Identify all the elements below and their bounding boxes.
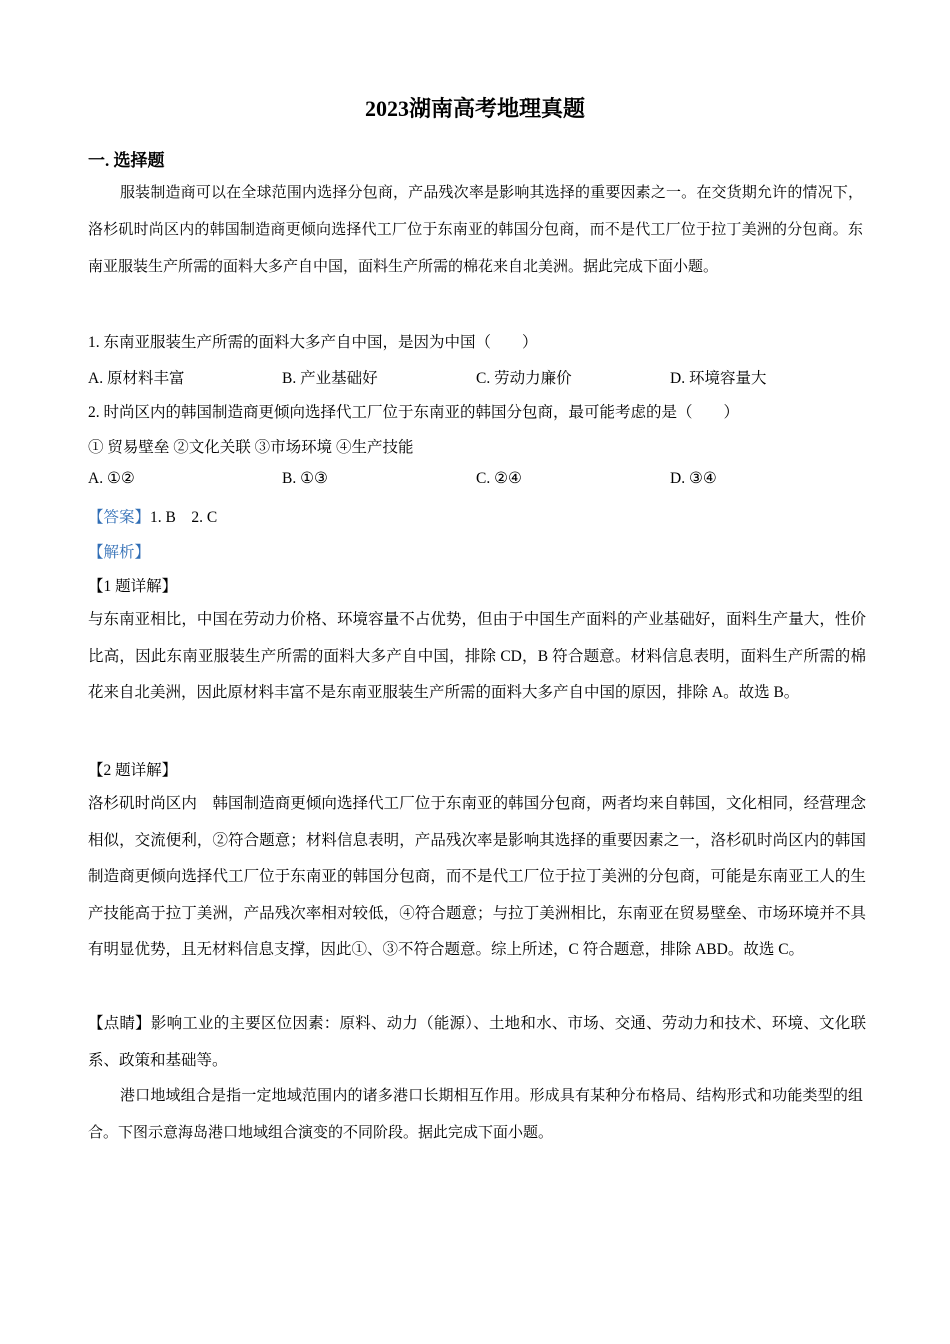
- question-1-option-d: D. 环境容量大: [670, 370, 767, 387]
- question-1-stem: 1. 东南亚服装生产所需的面料大多产自中国，是因为中国（ ）: [88, 334, 538, 351]
- question-1-option-c: C. 劳动力廉价: [476, 370, 572, 387]
- tip-text: 影响工业的主要区位因素：原料、动力（能源）、土地和水、市场、交通、劳动力和技术、环境、文化联系、政策和基础等。: [88, 1015, 866, 1069]
- answer-line: [88, 505, 217, 527]
- detail-2-text: 洛杉矶时尚区内 韩国制造商更倾向选择代工厂位于东南亚的韩国分包商，两者均来自韩国，文化相同，经营理念相似，交流便利，②符合题意；材料信息表明，产品残次率是影响其选择的重要因素之一，洛杉矶时尚区内的韩国制造商更倾向选择代工厂位于东南亚的韩国分包商，而不是代工厂位于拉丁美洲的分包商，可能是东南亚工人的生产技能高于拉丁美洲，产品残次率相对较低，④符合题意；与拉丁美洲相比，东南亚在贸易壁垒、市场环境并不具有明显优势，且无材料信息支撑，因此①、③不符合题意。综上所述，C 符合题意，排除 ABD。故选 C。: [88, 795, 866, 958]
- answer-text: 1. B 2. C: [150, 509, 218, 526]
- question-2-factors: ① 贸易壁垒 ②文化关联 ③市场环境 ④生产技能: [88, 439, 414, 456]
- question-2-option-b: B. ①③: [282, 470, 328, 487]
- detail-2-label: 【2 题详解】: [88, 762, 178, 779]
- question-2-option-c: C. ②④: [476, 470, 522, 487]
- question-1-option-b: B. 产业基础好: [282, 370, 378, 387]
- answer-label: 【答案】: [88, 509, 151, 526]
- question-2-stem: 2. 时尚区内的韩国制造商更倾向选择代工厂位于东南亚的韩国分包商，最可能考虑的是（ ）: [88, 404, 740, 421]
- detail-1-label: 【1 题详解】: [88, 578, 178, 595]
- analysis-label: 【解析】: [88, 544, 151, 561]
- section-heading: 一. 选择题: [88, 151, 165, 170]
- tip-block: [88, 1006, 866, 1079]
- question-2-option-a: A. ①②: [88, 470, 135, 487]
- passage-1: 服装制造商可以在全球范围内选择分包商，产品残次率是影响其选择的重要因素之一。在交货期允许的情况下，洛杉矶时尚区内的韩国制造商更倾向选择代工厂位于东南亚的韩国分包商，而不是代工厂位于拉丁美洲的分包商。东南亚服装生产所需的面料大多产自中国，面料生产所需的棉花来自北美洲。据此完成下面小题。: [88, 183, 863, 275]
- question-1-option-a: A. 原材料丰富: [88, 370, 185, 387]
- passage-2: 港口地域组合是指一定地域范围内的诸多港口长期相互作用。形成具有某种分布格局、结构形式和功能类型的组合。下图示意海岛港口地域组合演变的不同阶段。据此完成下面小题。: [88, 1086, 863, 1141]
- question-2-option-d: D. ③④: [670, 470, 717, 487]
- detail-1-text: 与东南亚相比，中国在劳动力价格、环境容量不占优势，但由于中国生产面料的产业基础好，面料生产量大，性价比高，因此东南亚服装生产所需的面料大多产自中国，排除 CD，B 符合题意。材料信息表明，面料生产所需的棉花来自北美洲，因此原材料丰富不是东南亚服装生产所需的面料大多产自中国的原因，排除 A。故选 B。: [88, 611, 866, 701]
- tip-label: 【点睛】: [88, 1015, 151, 1032]
- page-title: 2023湖南高考地理真题: [364, 96, 585, 121]
